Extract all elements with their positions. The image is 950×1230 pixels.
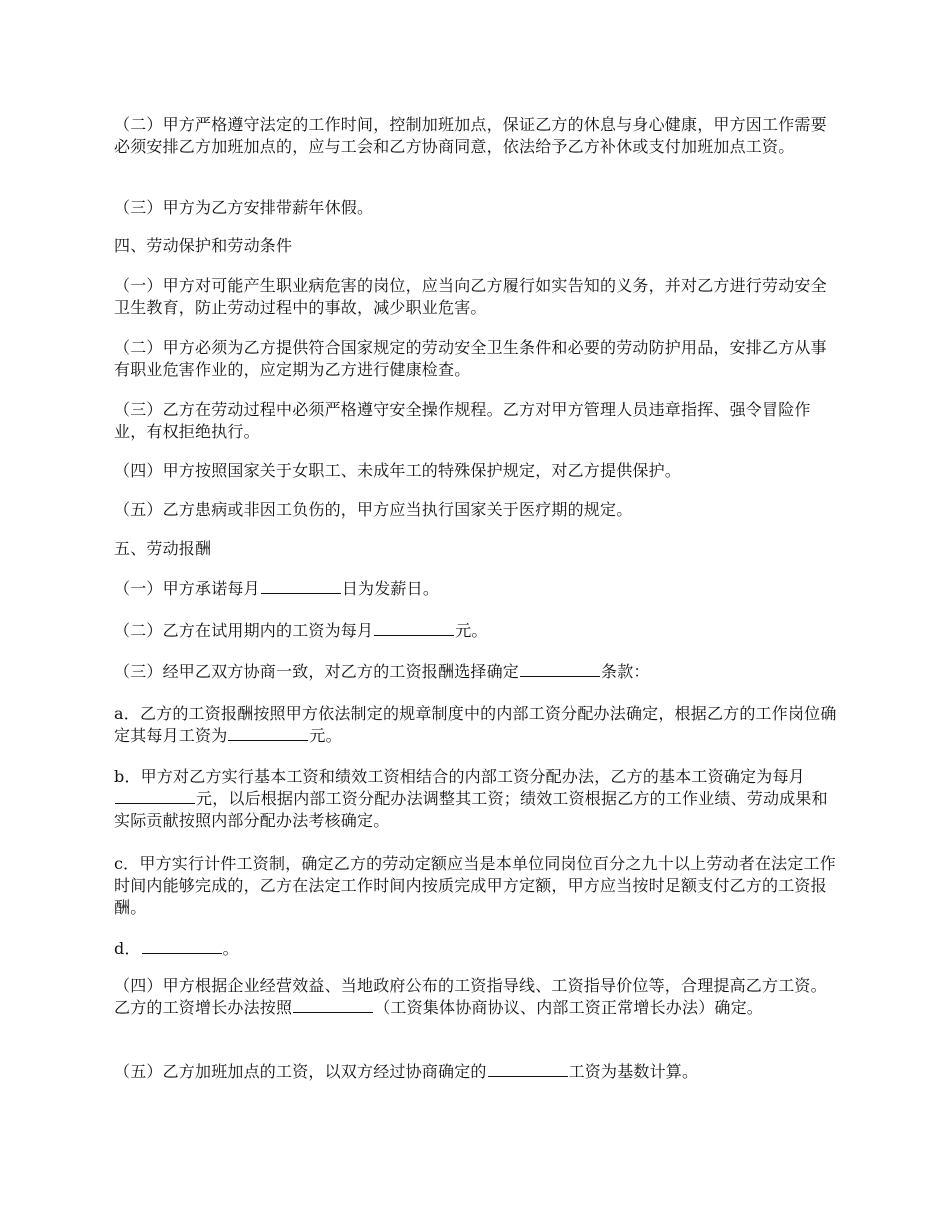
paragraph-text: （一）甲方对可能产生职业病危害的岗位，应当向乙方履行如实告知的义务，并对乙方进行劳动安全卫生教育，防止劳动过程中的事故，减少职业危害。 [114, 276, 827, 317]
heading-text: 五、劳动报酬 [114, 539, 212, 558]
paragraph-text: 元，以后根据内部工资分配办法调整其工资；绩效工资根据乙方的工作业绩、劳动成果和实际贡献按照内部分配办法考核确定。 [114, 789, 828, 830]
paragraph-text: （三）甲方为乙方安排带薪年休假。 [114, 198, 374, 217]
paragraph-probation-wage [114, 620, 842, 642]
paragraph-text: 。 [222, 939, 239, 958]
paragraph-option-a [114, 703, 842, 747]
paragraph-text: 日为发薪日。 [341, 579, 440, 598]
paragraph-text: b．甲方对乙方实行基本工资和绩效工资相结合的内部工资分配办法，乙方的基本工资确定为每月 [114, 767, 805, 786]
heading-text: 四、劳动保护和劳动条件 [114, 236, 293, 255]
section-heading-labor-protection [114, 235, 842, 257]
paragraph-text: c．甲方实行计件工资制，确定乙方的劳动定额应当是本单位同岗位百分之九十以上劳动者在法定工作时间内能够完成的，乙方在法定工作时间内按质完成甲方定额，甲方应当按时足额支付乙方的工资报酬。 [114, 854, 836, 917]
paragraph-text: （二）乙方在试用期内的工资为每月 [114, 621, 374, 640]
paragraph-text: （五）乙方患病或非因工负伤的，甲方应当执行国家关于医疗期的规定。 [114, 500, 633, 519]
fill-in-blank[interactable] [142, 938, 222, 954]
paragraph-occupational-hazard [114, 275, 842, 319]
paragraph-option-d [114, 938, 842, 960]
section-heading-remuneration [114, 538, 842, 560]
paragraph-text: （二）甲方必须为乙方提供符合国家规定的劳动安全卫生条件和必要的劳动防护用品，安排乙方从事有职业危害作业的，应定期为乙方进行健康检查。 [114, 338, 827, 379]
paragraph-wage-clause [114, 661, 842, 683]
paragraph-text: （三）乙方在劳动过程中必须严格遵守安全操作规程。乙方对甲方管理人员违章指挥、强令冒险作业，有权拒绝执行。 [114, 400, 811, 441]
paragraph-text: 条款： [601, 662, 650, 681]
paragraph-text: （二）甲方严格遵守法定的工作时间，控制加班加点，保证乙方的休息与身心健康，甲方因工作需要必须安排乙方加班加点的，应与工会和乙方协商同意，依法给予乙方补休或支付加班加点工资。 [114, 115, 827, 156]
paragraph-safety-conditions [114, 337, 842, 381]
fill-in-blank[interactable] [488, 1061, 568, 1077]
paragraph-option-b [114, 766, 842, 832]
paragraph-annual-leave [114, 197, 842, 219]
paragraph-option-c [114, 853, 842, 919]
paragraph-text: 元。 [455, 621, 488, 640]
fill-in-blank[interactable] [520, 661, 600, 677]
paragraph-text: 元。 [309, 726, 342, 745]
paragraph-text: a．乙方的工资报酬按照甲方依法制定的规章制度中的内部工资分配办法确定，根据乙方的工作岗位确定其每月工资为 [114, 704, 837, 745]
fill-in-blank[interactable] [293, 997, 373, 1013]
paragraph-payday [114, 578, 842, 600]
paragraph-special-protection [114, 460, 842, 482]
fill-in-blank[interactable] [228, 725, 308, 741]
paragraph-text: （三）经甲乙双方协商一致，对乙方的工资报酬选择确定 [114, 662, 520, 681]
paragraph-safety-rules [114, 399, 842, 443]
paragraph-text: （五）乙方加班加点的工资，以双方经过协商确定的 [114, 1062, 487, 1081]
paragraph-medical-period [114, 499, 842, 521]
fill-in-blank[interactable] [261, 578, 341, 594]
paragraph-text: 工资为基数计算。 [568, 1062, 699, 1081]
paragraph-overtime-base [114, 1061, 842, 1083]
paragraph-overtime [114, 114, 842, 158]
paragraph-text: （工资集体协商协议、内部工资正常增长办法）确定。 [374, 998, 764, 1017]
paragraph-text: （四）甲方根据企业经营效益、当地政府公布的工资指导线、工资指导价位等，合理提高乙方工资。乙方的工资增长办法按照 [114, 976, 827, 1017]
paragraph-text: d． [114, 939, 141, 958]
fill-in-blank[interactable] [374, 620, 454, 636]
paragraph-text: （一）甲方承诺每月 [114, 579, 260, 598]
paragraph-wage-increase [114, 975, 842, 1019]
fill-in-blank[interactable] [115, 788, 195, 804]
paragraph-text: （四）甲方按照国家关于女职工、未成年工的特殊保护规定，对乙方提供保护。 [114, 461, 682, 480]
